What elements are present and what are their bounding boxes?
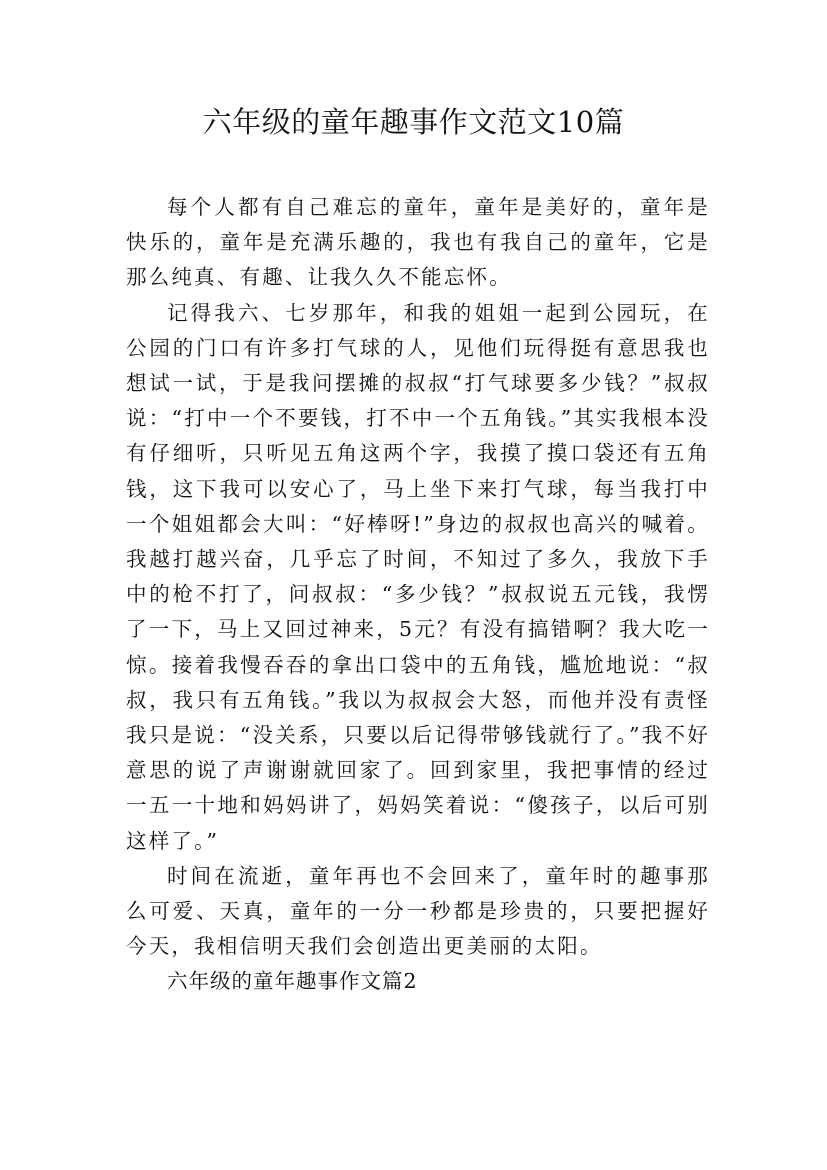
document-body <box>126 190 710 1000</box>
paragraph-story: 记得我六、七岁那年，和我的姐姐一起到公园玩，在公园的门口有许多打气球的人，见他们玩得挺有意思我也想试一试，于是我问摆摊的叔叔“打气球要多少钱？”叔叔说：“打中一个不要钱，打不中一个五角钱。”其实我根本没有仔细听，只听见五角这两个字，我摸了摸口袋还有五角钱，这下我可以安心了，马上坐下来打气球，每当我打中一个姐姐都会大叫：“好棒呀!”身边的叔叔也高兴的喊着。我越打越兴奋，几乎忘了时间，不知过了多久，我放下手中的枪不打了，问叔叔：“多少钱？”叔叔说五元钱，我愣了一下，马上又回过神来，5元？有没有搞错啊？我大吃一惊。接着我慢吞吞的拿出口袋中的五角钱，尴尬地说：“叔叔，我只有五角钱。”我以为叔叔会大怒，而他并没有责怪我只是说：“没关系，只要以后记得带够钱就行了。”我不好意思的说了声谢谢就回家了。回到家里，我把事情的经过一五一十地和妈妈讲了，妈妈笑着说：“傻孩子，以后可别这样了。” <box>126 300 710 853</box>
paragraph-intro: 每个人都有自己难忘的童年，童年是美好的，童年是快乐的，童年是充满乐趣的，我也有我自己的童年，它是那么纯真、有趣、让我久久不能忘怀。 <box>126 195 710 290</box>
document-title: 六年级的童年趣事作文范文10篇 <box>202 105 625 139</box>
section-heading-essay-2: 六年级的童年趣事作文篇2 <box>167 969 418 994</box>
paragraph-conclusion: 时间在流逝，童年再也不会回来了，童年时的趣事那么可爱、天真，童年的一分一秒都是珍贵的，只要把握好今天，我相信明天我们会创造出更美丽的太阳。 <box>126 863 710 959</box>
